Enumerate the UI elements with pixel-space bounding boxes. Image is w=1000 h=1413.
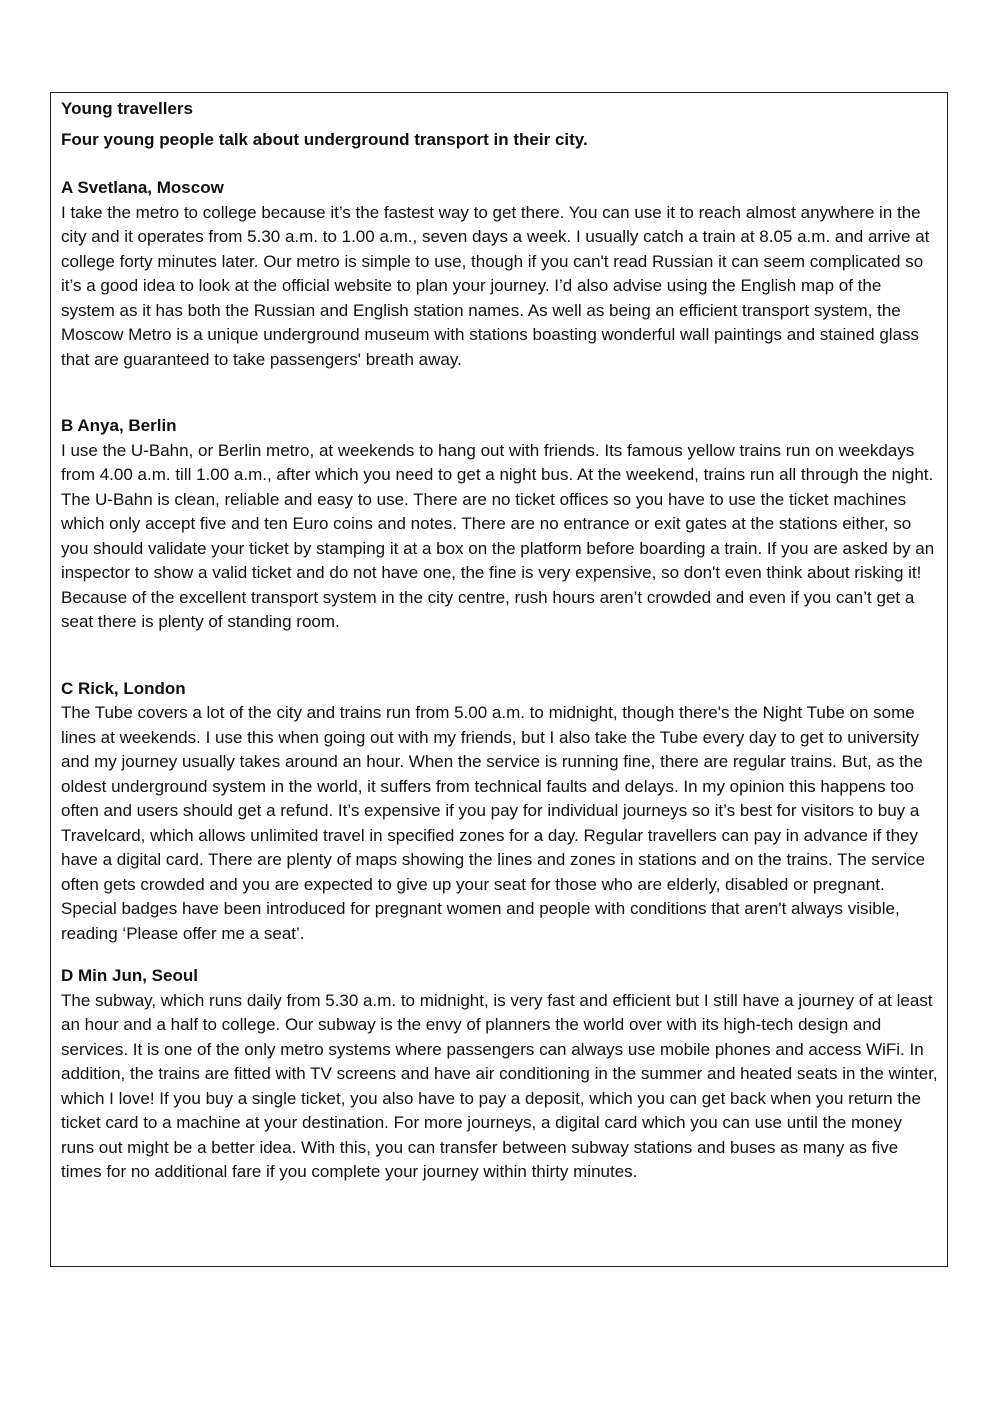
section-heading: B Anya, Berlin	[61, 416, 177, 435]
document-subtitle: Four young people talk about underground transport in their city.	[61, 129, 588, 149]
section-anya-berlin	[61, 414, 938, 635]
section-body: I use the U-Bahn, or Berlin metro, at weekends to hang out with friends. Its famous yellow trains run on weekdays from 4.00 a.m. till 1.00 a.m., after which you need to get a night bus. At the weekend, trains run all through the night. The U-Bahn is clean, reliable and easy to use. There are no ticket offices so you have to use the ticket machines which only accept five and ten Euro coins and notes. There are no entrance or exit gates at the stations either, so you should validate your ticket by stamping it at a box on the platform before boarding a train. If you are asked by an inspector to show a valid ticket and do not have one, the fine is very expensive, so don't even think about risking it! Because of the excellent transport system in the city centre, rush hours aren’t crowded and even if you can’t get a seat there is plenty of standing room.	[61, 440, 935, 631]
section-rick-london	[61, 677, 938, 947]
section-body: The subway, which runs daily from 5.30 a.m. to midnight, is very fast and efficient but I still have a journey of at least an hour and a half to college. Our subway is the envy of planners the world over with its high-tech design and services. It is one of the only metro systems where passengers can always use mobile phones and access WiFi. In addition, the trains are fitted with TV screens and have air conditioning in the summer and heated seats in the winter, which I love! If you buy a single ticket, you also have to pay a deposit, which you can get back when you return the ticket card to a machine at your destination. For more journeys, a digital card which you can use until the money runs out might be a better idea. With this, you can transfer between subway stations and buses as many as five times for no additional fare if you complete your journey within thirty minutes.	[61, 990, 938, 1181]
section-body: I take the metro to college because it’s the fastest way to get there. You can use it to reach almost anywhere in the city and it operates from 5.30 a.m. to 1.00 a.m., seven days a week. I usually catch a train at 8.05 a.m. and arrive at college forty minutes later. Our metro is simple to use, though if you can't read Russian it can seem complicated so it’s a good idea to look at the official website to plan your journey. I’d also advise using the English map of the system as it has both the Russian and English station names. As well as being an efficient transport system, the Moscow Metro is a unique underground museum with stations boasting wonderful wall paintings and stained glass that are guaranteed to take passengers' breath away.	[61, 202, 930, 369]
section-body: The Tube covers a lot of the city and trains run from 5.00 a.m. to midnight, though there's the Night Tube on some lines at weekends. I use this when going out with my friends, but I also take the Tube every day to get to university and my journey usually takes around an hour. When the service is running fine, there are regular trains. But, as the oldest underground system in the world, it suffers from technical faults and delays. In my opinion this happens too often and users should get a refund. It’s expensive if you pay for individual journeys so it’s best for visitors to buy a Travelcard, which allows unlimited travel in specified zones for a day. Regular travellers can pay in advance if they have a digital card. There are plenty of maps showing the lines and zones in stations and on the trains. The service often gets crowded and you are expected to give up your seat for those who are elderly, disabled or pregnant. Special badges have been introduced for pregnant women and people with conditions that aren't always visible, reading ‘Please offer me a seat’.	[61, 703, 926, 943]
section-min-jun-seoul	[61, 964, 938, 1185]
section-heading: A Svetlana, Moscow	[61, 178, 224, 197]
section-heading: D Min Jun, Seoul	[61, 966, 198, 985]
document-title: Young travellers	[61, 99, 193, 118]
section-svetlana-moscow	[61, 176, 938, 372]
reading-text-box	[50, 92, 948, 1267]
section-heading: C Rick, London	[61, 678, 186, 698]
